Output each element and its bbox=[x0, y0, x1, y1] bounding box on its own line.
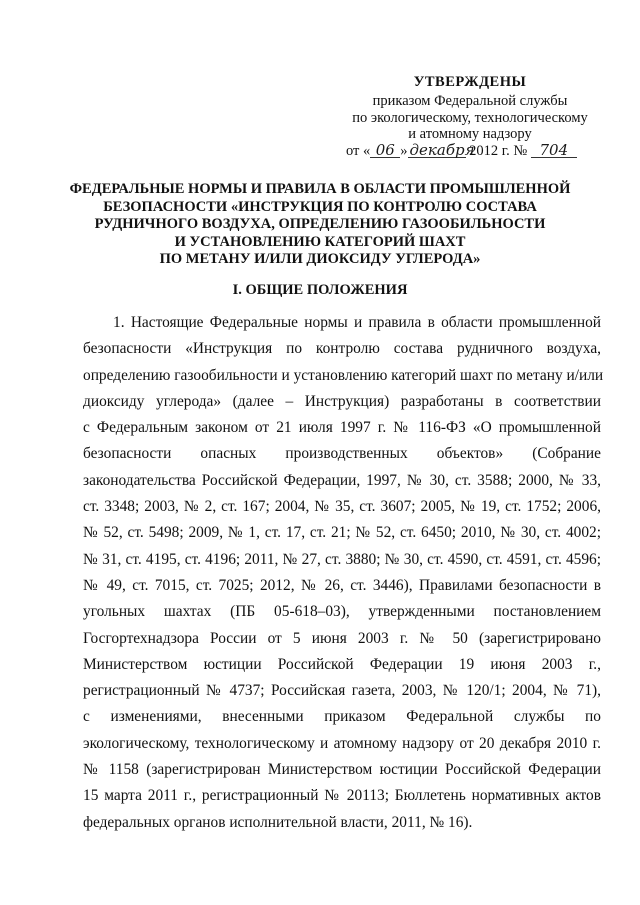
section-heading: I. ОБЩИЕ ПОЛОЖЕНИЯ bbox=[232, 282, 408, 298]
paragraph-line: с Федеральным законом от 21 июля 1997 г. № 116-ФЗ «О промышленной bbox=[83, 419, 601, 437]
paragraph-line: безопасности опасных производственных объектов» (Собрание bbox=[83, 445, 601, 463]
title-line: РУДНИЧНОГО ВОЗДУХА, ОПРЕДЕЛЕНИЮ ГАЗООБИЛЬНОСТИ bbox=[94, 216, 546, 232]
document-title bbox=[40, 181, 600, 269]
paragraph-line: безопасности «Инструкция по контролю состава рудничного воздуха, bbox=[83, 340, 601, 358]
paragraph-line: угольных шахтах (ПБ 05-618–03), утвержденными постановлением bbox=[83, 603, 601, 621]
date-year: 2012 г. № bbox=[469, 143, 528, 160]
paragraph-line: ст. 3348; 2003, № 2, ст. 167; 2004, № 35, ст. 3607; 2005, № 19, ст. 1752; 2006, bbox=[83, 498, 601, 516]
approval-line-1: приказом Федеральной службы bbox=[372, 92, 568, 109]
paragraph-line: № 52, ст. 5498; 2009, № 1, ст. 17, ст. 21; № 52, ст. 6450; 2010, № 30, ст. 4002; bbox=[83, 524, 601, 542]
paragraph-line: экологическому, технологическому и атомному надзору от 20 декабря 2010 г. bbox=[83, 734, 601, 752]
date-mid: » bbox=[400, 143, 408, 160]
title-line: ФЕДЕРАЛЬНЫЕ НОРМЫ И ПРАВИЛА В ОБЛАСТИ ПРОМЫШЛЕННОЙ bbox=[69, 181, 571, 197]
approval-line-2: по экологическому, технологическому bbox=[352, 109, 588, 126]
paragraph-line: № 1158 (зарегистрирован Министерством юстиции Российской Федерации bbox=[83, 761, 601, 779]
paragraph-line: № 49, ст. 7015, ст. 7025; 2012, № 26, ст. 3446), Правилами безопасности в bbox=[83, 576, 601, 594]
paragraph-1 bbox=[83, 310, 604, 836]
paragraph-line: с изменениями, внесенными приказом Федеральной службы по bbox=[83, 708, 601, 726]
title-line: ПО МЕТАНУ И/ИЛИ ДИОКСИДУ УГЛЕРОДА» bbox=[159, 251, 481, 267]
paragraph-line: законодательства Российской Федерации, 1997, № 30, ст. 3588; 2000, № 33, bbox=[83, 471, 601, 489]
paragraph-line: определению газообильности и установлению категорий шахт по метану и/или bbox=[83, 366, 604, 384]
paragraph-line: диоксиду углерода» (далее – Инструкция) разработаны в соответствии bbox=[83, 392, 601, 410]
approval-block bbox=[330, 74, 610, 160]
approval-heading: УТВЕРЖДЕНЫ bbox=[413, 74, 527, 90]
title-line: БЕЗОПАСНОСТИ «ИНСТРУКЦИЯ ПО КОНТРОЛЮ СОСТАВА bbox=[103, 198, 537, 215]
handwritten-month: декабря bbox=[409, 141, 475, 160]
approval-line-3: и атомному надзору bbox=[408, 126, 532, 143]
paragraph-line: Министерством юстиции Российской Федерации 19 июня 2003 г., bbox=[83, 655, 601, 673]
paragraph-line: федеральных органов исполнительной власти, 2011, № 16). bbox=[83, 813, 473, 831]
paragraph-line: 15 марта 2011 г., регистрационный № 20113; Бюллетень нормативных актов bbox=[83, 787, 601, 805]
date-prefix: от « bbox=[346, 143, 371, 160]
paragraph-line: Госгортехнадзора России от 5 июня 2003 г. № 50 (зарегистрировано bbox=[83, 629, 601, 647]
paragraph-line: 1. Настоящие Федеральные нормы и правила в области промышленной bbox=[113, 314, 601, 331]
handwritten-day: 06 bbox=[370, 143, 400, 158]
handwritten-order-number: 704 bbox=[531, 143, 577, 158]
paragraph-line: № 31, ст. 4195, ст. 4196; 2011, № 27, ст. 3880; № 30, ст. 4590, ст. 4591, ст. 4596; bbox=[83, 550, 601, 568]
paragraph-line: регистрационный № 4737; Российская газета, 2003, № 120/1; 2004, № 71), bbox=[83, 682, 601, 700]
approval-date-line bbox=[330, 143, 610, 160]
title-line: И УСТАНОВЛЕНИЮ КАТЕГОРИЙ ШАХТ bbox=[174, 233, 466, 250]
